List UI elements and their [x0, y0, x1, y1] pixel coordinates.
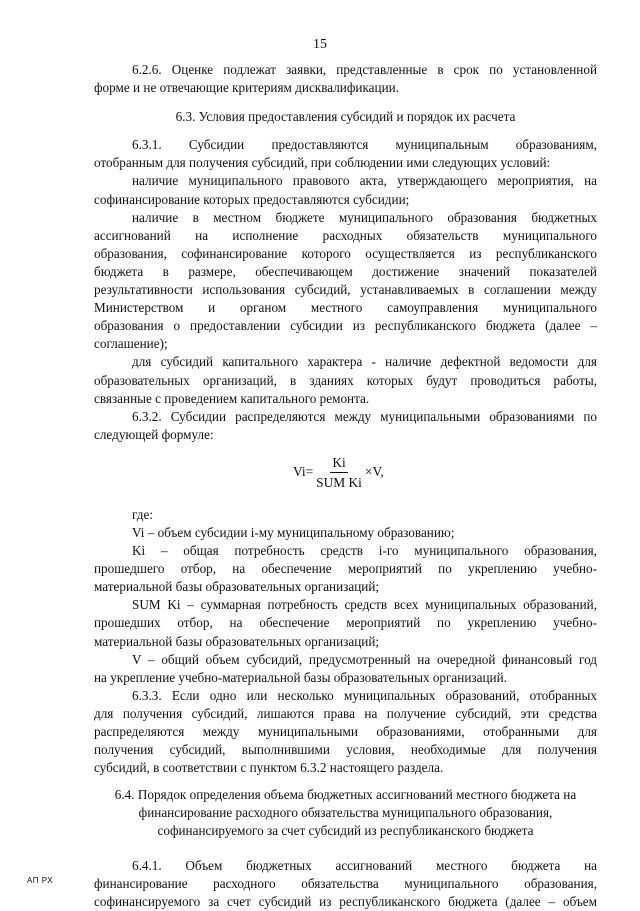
section-heading-6-4 — [94, 786, 597, 840]
text-line: SUM Ki – суммарная потребность средств всех муниципальных образований, — [132, 597, 597, 613]
text-line: ассигнований на исполнение расходных обязательств муниципального — [94, 227, 597, 243]
text-line: прошедших отбор, на обеспечение мероприятий по укреплению учебно- — [94, 615, 597, 631]
text-line: образования, софинансирование которого осуществляется из республиканского — [94, 245, 597, 261]
text-line: материальной базы образовательных организаций; — [94, 633, 380, 649]
text-line: 6.3.3. Если одно или несколько муниципальных образований, отобранных — [132, 687, 597, 703]
text-line: для субсидий капитального характера - наличие дефектной ведомости для — [132, 354, 597, 370]
text-line: наличие муниципального правового акта, утверждающего мероприятия, на — [132, 173, 597, 189]
text-line: 6.2.6. Оценке подлежат заявки, представленные в срок по установленной — [132, 62, 597, 77]
text-line: для получения субсидий, лишаются права на получение субсидий, эти средства — [94, 705, 597, 721]
text-line: субсидий, в соответствии с пунктом 6.3.2 настоящего раздела. — [94, 760, 444, 776]
text-line: Vi – объем субсидии i-му муниципальному образованию; — [132, 524, 455, 540]
text-line: Ki – общая потребность средств i-го муниципального образования, — [132, 543, 597, 559]
heading-line: софинансируемого за счет субсидий из республиканского бюджета — [157, 823, 534, 839]
text-line: где: — [132, 506, 153, 522]
text-line: распределяются между муниципальными образованиями, отобранными для — [94, 724, 597, 739]
text-line: результативности использования субсидий, устанавливаемых в соглашении между — [94, 282, 597, 298]
formula-numerator: Ki — [330, 454, 347, 473]
document-body — [94, 61, 597, 911]
formula-lhs: Vi= — [293, 464, 314, 480]
text-line: софинансируемого за счет субсидий из республиканского бюджета (далее – объем — [94, 893, 597, 909]
text-line: форме и не отвечающие критериям дисквалификации. — [94, 80, 399, 96]
text-line: финансирование расходного обязательства муниципального образования, — [94, 875, 597, 891]
formula-fraction — [314, 454, 364, 491]
text-line: софинансирование которых предоставляются субсидии; — [94, 191, 410, 207]
footer-code: АП РХ — [27, 876, 54, 885]
text-line: соглашение); — [94, 336, 168, 352]
text-line: прошедшего отбор, на обеспечение мероприятий по укреплению учебно- — [94, 561, 597, 577]
section-heading-6-3: 6.3. Условия предоставления субсидий и порядок их расчета — [175, 109, 516, 125]
text-line: 6.3.1. Субсидии предоставляются муниципальным образованиям, — [132, 137, 597, 153]
heading-line: 6.4. Порядок определения объема бюджетных ассигнований местного бюджета на — [114, 787, 577, 803]
formula-denominator: SUM Ki — [316, 474, 362, 490]
text-line: образовательных организаций, в зданиях которых будут проводиться работы, — [94, 372, 597, 388]
text-line: на укрепление учебно-материальной базы образовательных организаций. — [94, 669, 507, 685]
heading-line: финансирование расходного обязательства муниципального образования, — [138, 805, 553, 821]
text-line: отобранным для получения субсидий, при соблюдении ими следующих условий: — [94, 155, 551, 171]
text-line: бюджета в размере, обеспечивающем достижение значений показателей — [94, 263, 597, 279]
formula-rhs: ×V, — [364, 464, 384, 480]
text-line: образования о предоставлении субсидии из республиканского бюджета (далее – — [94, 318, 597, 334]
text-line: Министерством и органом местного самоуправления муниципального — [94, 300, 597, 316]
text-line: материальной базы образовательных организаций; — [94, 579, 380, 595]
text-line: связанные с проведением капитального ремонта. — [94, 390, 370, 406]
text-line: V – общий объем субсидий, предусмотренный на очередной финансовый год — [132, 651, 597, 667]
text-line: наличие в местном бюджете муниципального образования бюджетных — [132, 209, 597, 225]
text-line: 6.3.2. Субсидии распределяются между муниципальными образованиями по — [132, 408, 597, 424]
distribution-formula — [94, 450, 597, 506]
text-line: 6.4.1. Объем бюджетных ассигнований местного бюджета на — [132, 857, 597, 873]
text-line: следующей формуле: — [94, 426, 214, 442]
text-line: получения субсидий, выполнившими условия, необходимые для получения — [94, 742, 597, 758]
page-number: 15 — [313, 37, 327, 52]
